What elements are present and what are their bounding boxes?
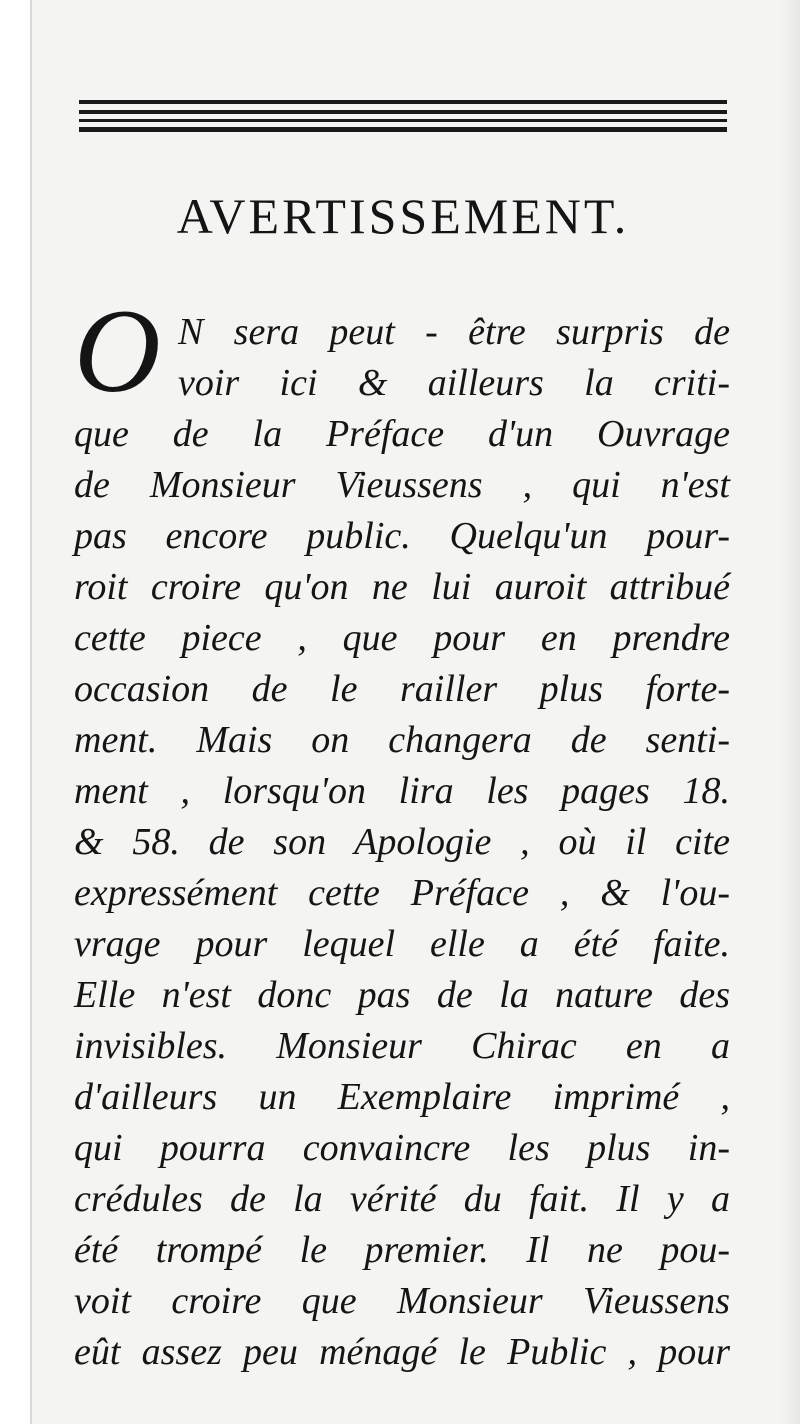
rule-line: [79, 127, 727, 132]
text-line: roit croire qu'on ne lui auroit attribué: [74, 566, 730, 608]
rule-line: [79, 119, 727, 122]
page-shadow: [780, 0, 800, 1424]
text-line: ment. Mais on changera de senti-: [74, 719, 730, 761]
text-line: expressément cette Préface , & l'ou-: [74, 872, 730, 914]
text-line: que de la Préface d'un Ouvrage: [74, 413, 730, 455]
text-line: qui pourra convaincre les plus in-: [74, 1127, 730, 1169]
rule-line: [79, 100, 727, 104]
text-line: de Monsieur Vieussens , qui n'est: [74, 464, 730, 506]
text-line: invisibles. Monsieur Chirac en a: [74, 1025, 730, 1067]
text-line: pas encore public. Quelqu'un pour-: [74, 515, 730, 557]
text-line: vrage pour lequel elle a été faite.: [74, 923, 730, 965]
text-line: cette piece , que pour en prendre: [74, 617, 730, 659]
text-line: N sera peut - être surpris de: [178, 311, 730, 353]
drop-cap: O: [74, 284, 161, 417]
text-line: d'ailleurs un Exemplaire imprimé ,: [74, 1076, 730, 1118]
text-line: voit croire que Monsieur Vieussens: [74, 1280, 730, 1322]
text-line: été trompé le premier. Il ne pou-: [74, 1229, 730, 1271]
page-title: AVERTISSEMENT.: [176, 188, 630, 244]
text-line: crédules de la vérité du fait. Il y a: [74, 1178, 730, 1220]
ornamental-rule: [79, 100, 727, 134]
rule-line: [79, 110, 727, 114]
text-line: ment , lorsqu'on lira les pages 18.: [74, 770, 730, 812]
text-line: occasion de le railler plus forte-: [74, 668, 730, 710]
text-line: eût assez peu ménagé le Public , pour: [74, 1331, 730, 1373]
scan-margin: [0, 0, 30, 1424]
text-line: voir ici & ailleurs la criti-: [178, 362, 730, 404]
text-line: & 58. de son Apologie , où il cite: [74, 821, 730, 863]
text-line: Elle n'est donc pas de la nature des: [74, 974, 730, 1016]
